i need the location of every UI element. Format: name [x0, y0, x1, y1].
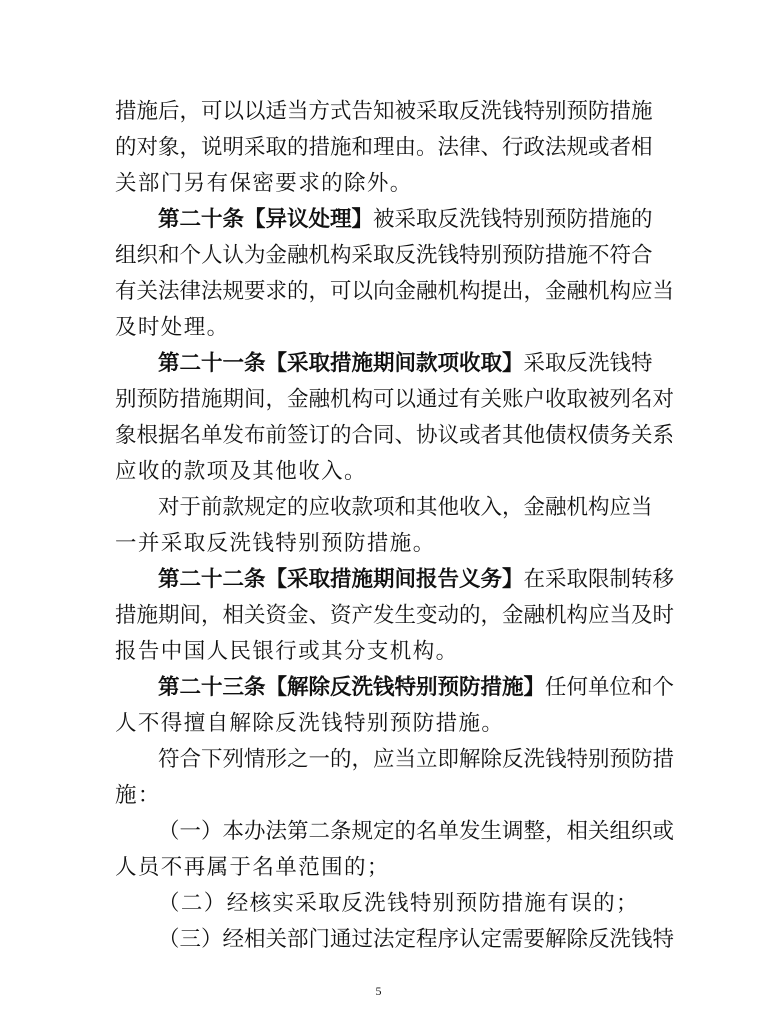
article-heading: 第二十二条【采取措施期间报告义务】	[158, 567, 524, 592]
paragraph-line: 一并采取反洗钱特别预防措施。	[115, 531, 436, 556]
paragraph-line: 组织和个人认为金融机构采取反洗钱特别预防措施不符合	[115, 243, 653, 268]
paragraph-line: 报告中国人民银行或其分支机构。	[115, 639, 459, 664]
article-22-heading-line: 第二十二条【采取措施期间报告义务】在采取限制转移	[158, 567, 675, 592]
page-number: 5	[375, 984, 382, 998]
article-23-heading-line: 第二十三条【解除反洗钱特别预防措施】任何单位和个	[158, 675, 675, 700]
paragraph-line: 的对象，说明采取的措施和理由。法律、行政法规或者相	[115, 135, 653, 160]
list-item-line: 人员不再属于名单范围的；	[115, 855, 390, 880]
paragraph-line: 符合下列情形之一的，应当立即解除反洗钱特别预防措	[158, 747, 675, 772]
list-item-line: （二）经核实采取反洗钱特别预防措施有误的；	[158, 891, 639, 916]
paragraph-line: 人不得擅自解除反洗钱特别预防措施。	[115, 711, 505, 736]
article-heading: 第二十三条【解除反洗钱特别预防措施】	[158, 675, 546, 700]
paragraph-line: 及时处理。	[115, 315, 230, 340]
list-item-line: （三）经相关部门通过法定程序认定需要解除反洗钱特	[158, 927, 675, 952]
paragraph-line: 有关法律法规要求的，可以向金融机构提出，金融机构应当	[115, 279, 675, 304]
paragraph-line: 对于前款规定的应收款项和其他收入，金融机构应当	[158, 495, 653, 520]
article-heading: 第二十条【异议处理】	[158, 207, 374, 232]
paragraph-line: 措施期间，相关资金、资产发生变动的，金融机构应当及时	[115, 603, 675, 628]
list-item-line: （一）本办法第二条规定的名单发生调整，相关组织或	[158, 819, 675, 844]
article-heading: 第二十一条【采取措施期间款项收取】	[158, 351, 524, 376]
paragraph-line: 措施后，可以以适当方式告知被采取反洗钱特别预防措施	[115, 99, 653, 124]
paragraph-line: 施：	[115, 783, 161, 808]
paragraph-line: 应收的款项及其他收入。	[115, 459, 367, 484]
article-21-heading-line: 第二十一条【采取措施期间款项收取】采取反洗钱特	[158, 351, 653, 376]
paragraph-line: 别预防措施期间，金融机构可以通过有关账户收取被列名对	[115, 387, 675, 412]
paragraph-line: 象根据名单发布前签订的合同、协议或者其他债权债务关系	[115, 423, 675, 448]
paragraph-line: 关部门另有保密要求的除外。	[115, 171, 413, 196]
article-20-heading-line: 第二十条【异议处理】被采取反洗钱特别预防措施的	[158, 207, 653, 232]
